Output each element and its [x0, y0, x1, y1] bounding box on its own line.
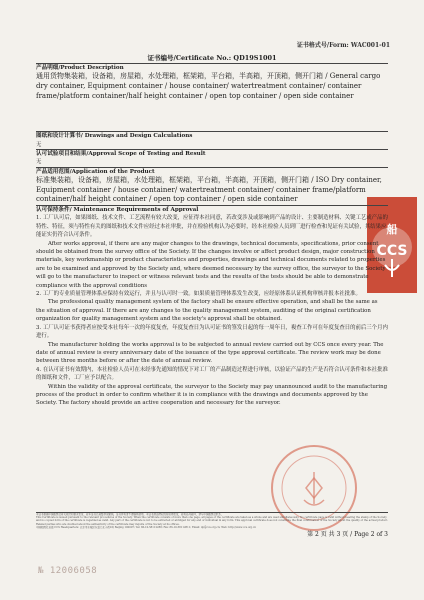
approval-scope-value: 无: [36, 159, 42, 166]
serial-number: № 12006058: [38, 566, 98, 576]
maintenance-p2-cn: 2. 工厂的专业质量管理体系应保持有效运行，并且与认可时一致。如果质量管理体系发生改变，应经原体系认证机构审核并报本社批准。: [36, 291, 361, 298]
product-description-text: 通用货物集装箱，设备箱，房屋箱，水处理箱，框架箱，平台箱，半高箱，开顶箱，侧开门箱 / General cargo dry container, Equipment container / house container/ watertreatment container/ container frame/platform container/half height container / open top container / open side container: [36, 72, 381, 100]
footer-note-en: This Certificate is issued pursuant to the relevant procedures of the Society. When the certificate consists of more than one page, all pages of the certificate are taken as a whole and are used simultaneously. No certificate page is valid without bearing the stamp of the Society and no copied form of the certificate is regarded as valid. Any part of the certificate is not to be extracted or abridged for any end or individual in any form. This approval certificate does not constitute the final confirmation of the Society about the quality of the actual product. Related parties who are doubted about the authenticity of the certificate may inquire of the Society at its offices.: [36, 516, 389, 526]
form-number: 证书格式号/Form: WAC001-01: [296, 42, 390, 49]
footer-address: 中国船级社总部 CCS Headquarters: 北京市东城区东直门北小街9号 Beijing 100007; Tel: 86-10-58112288; Fax: 86-10-58112811; Email: dp@ccs.org.cn; Web: http://www.ccs.org.cn: [36, 525, 256, 529]
page-number: 第 2 页 共 3 页 / Page 2 of 3: [307, 531, 388, 538]
maintenance-title: 认可保持条件/ Maintenance Requirements of Approval: [36, 207, 199, 213]
svg-text:CCS: CCS: [376, 243, 408, 259]
maintenance-p1-cn: 1. 工厂认可后，如果图纸、技术文件、工艺流程有较大改变，应征得本社同意，若改变涉及或影响到产品的设计、主要制造材料、关键工艺或产品的特性、特征，须与特性有关的图纸和技术文件应经过本社审批，并在检验机构认为必要时，经本社检验人员到厂进行检查和见证有关试验，其结果应能证实仍符合认可条件。: [36, 215, 388, 239]
maintenance-p4-cn: 4. 在认可证书有效期内，本社检验人员可在未经事先通知的情况下对工厂的产品制造过程进行审核，以验证产品的生产是否符合认可条件和本社批准的图纸和文件，工厂应予以配合。: [36, 366, 388, 382]
maintenance-p4-en: Within the validity of the approval certificate, the surveyor to the Society may pay unannounced audit to the manufacturing process of the product in order to confirm whether it is in compliance with the drawings and documents approved by the Society. The factory should provide an active cooperation and necessary for the surveyor.: [36, 383, 388, 407]
maintenance-p2-en: The professional quality management system of the factory shall be ensure effective operation, and shall be the same as the situation of approval. If there are any changes to the quality management system, auditing of the original certification organization for quality management system and the society's approval shall be obtained.: [36, 299, 378, 323]
svg-text:船: 船: [386, 223, 398, 236]
certificate-body: [36, 63, 388, 408]
footer-notes: [36, 512, 388, 529]
application-text: 标准集装箱，设备箱，房屋箱，水处理箱，框架箱，平台箱，半高箱，开顶箱，侧开门箱 / ISO Dry container, Equipment container / house container/ watertreatment container/ container frame/platform container/half height container / open top container / open side container: [36, 176, 382, 204]
product-description-title: 产品明细/Product Description: [36, 65, 124, 71]
certificate-number: 证书编号/Certificate No.: QD19S1001: [147, 54, 277, 62]
maintenance-p1-en: After works approval, if there are any major changes to the drawings, technical documents, specifications, prior consent should be obtained from the survey office of the Society. If the changes involve or affect product design, major construction materials, key workmanship or product characteristics and properties, drawings and technical documents related to properties are to be examined and approved by the Society and, where deemed necessary by the survey office, the surveyor to the Society will go to the manufacturer to inspect or witness relevant tests and the results of the tests should be able to demonstrate compliance with the approval conditions: [36, 240, 386, 289]
application-title: 产品适用范围/Application of the Product: [36, 168, 155, 175]
drawings-value: 无: [36, 141, 42, 148]
footer-note-cn: 本证书根据中国船级社有关规范和要求签发。若本证书已被暂停或撤销，证书持有者不得继续使用。本证书须由授权的检验师签发，若有任何疑问，请与中国船级社联系。: [36, 513, 224, 516]
maintenance-p3-cn: 3. 工厂认可证书获得者应按受本社每年一次的年度复查，年度复查日为认可证书的签发日起的每一周年日，複查工作可在年度复查日的前后三个月内进行。: [36, 324, 388, 340]
drawings-title: 图纸和设计计算书/ Drawings and Design Calculations: [36, 133, 193, 140]
maintenance-p3-en: The manufacturer holding the works approval is to be subjected to annual review carried out by CCS once every year. The date of annual review is every anniversary date of the issuance of the type approval certificate. The review work may be done between three months before or after the date of annual review.: [36, 341, 384, 365]
approval-scope-title: 认可试验项目和结果/Approval Scope of Testing and Result: [36, 151, 206, 157]
